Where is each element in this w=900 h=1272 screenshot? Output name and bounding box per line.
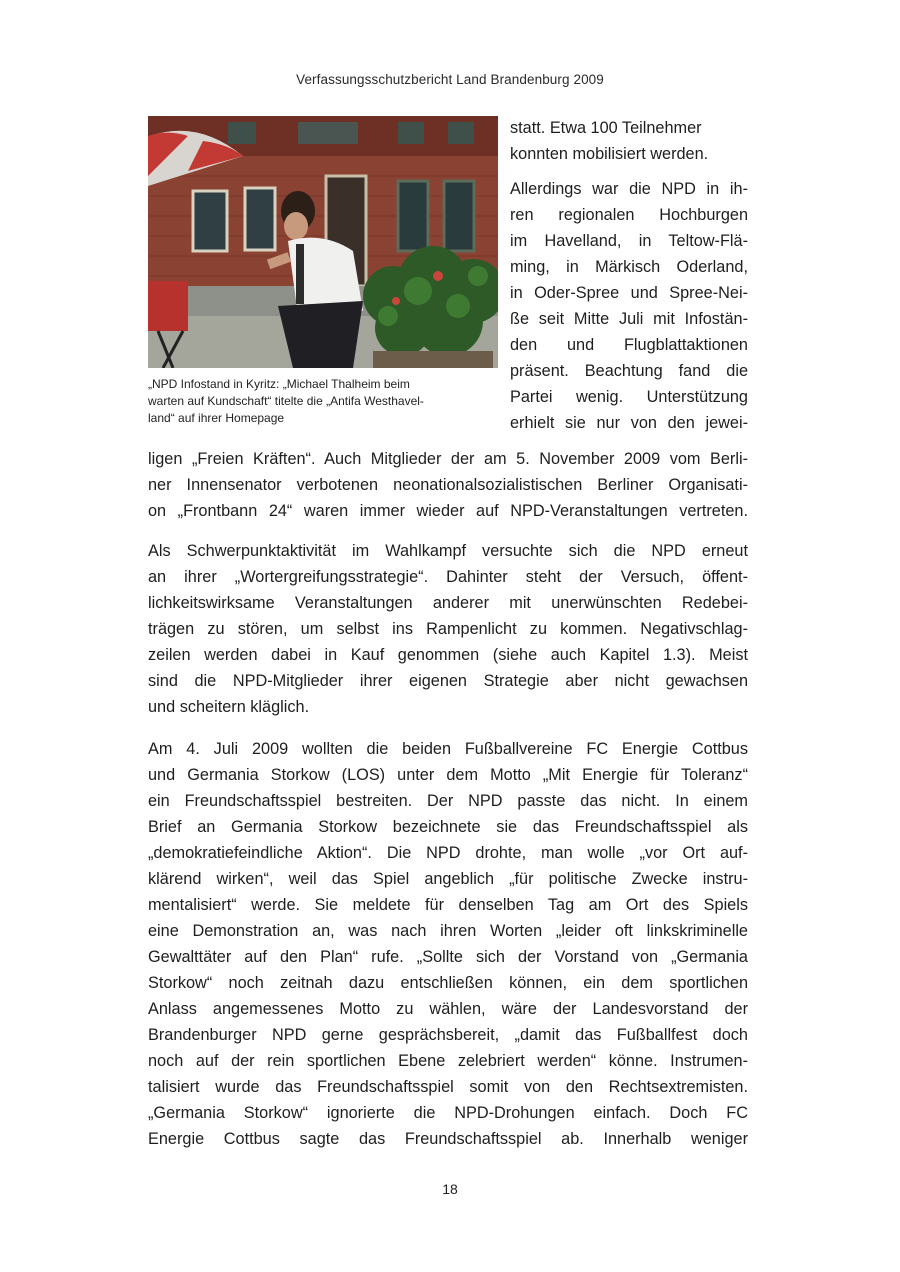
- text-line: ming, in Märkisch Oderland,: [510, 258, 748, 276]
- text-line: zeilen werden dabei in Kauf genommen (siehe auch Kapitel 1.3). Meist: [148, 646, 748, 664]
- page-number: 18: [442, 1181, 458, 1197]
- text-line: Brief an Germania Storkow bezeichnete sie das Freundschaftsspiel als: [148, 818, 748, 836]
- text-line: Am 4. Juli 2009 wollten die beiden Fußballvereine FC Energie Cottbus: [148, 740, 748, 758]
- text-line: an ihrer „Wortergreifungsstrategie“. Dahinter steht der Versuch, öffent-: [148, 568, 748, 586]
- text-line: ner Innensenator verbotenen neonationalsozialistischen Berliner Organisati-: [148, 476, 748, 494]
- text-line: mentalisiert“ werde. Sie meldete für denselben Tag am Ort des Spiels: [148, 896, 748, 914]
- text-line: ein Freundschaftsspiel bestreiten. Der NPD passte das nicht. In einem: [148, 792, 748, 810]
- text-line: präsent. Beachtung fand die: [510, 362, 748, 380]
- text-line: konnten mobilisiert werden.: [510, 145, 709, 163]
- text-line: Partei wenig. Unterstützung: [510, 388, 748, 406]
- text-line: und scheitern kläglich.: [148, 698, 310, 716]
- text-line: den und Flugblattaktionen: [510, 336, 748, 354]
- body-paragraph-1: [148, 446, 748, 524]
- text-line: klärend wirken“, weil das Spiel angeblich „für politische Zwecke instru-: [148, 870, 748, 888]
- text-line: in Oder-Spree und Spree-Nei-: [510, 284, 748, 302]
- text-line: und Germania Storkow (LOS) unter dem Motto „Mit Energie für Toleranz“: [148, 766, 748, 784]
- running-header: Verfassungsschutzbericht Land Brandenburg 2009: [296, 72, 604, 87]
- caption-line: warten auf Kundschaft“ titelte die „Antifa Westhavel-: [148, 394, 424, 408]
- caption-line: land“ auf ihrer Homepage: [148, 411, 285, 425]
- side-paragraph-2: [510, 176, 748, 436]
- text-line: ligen „Freien Kräften“. Auch Mitglieder der am 5. November 2009 vom Berli-: [148, 450, 748, 468]
- text-line: lichkeitswirksame Veranstaltungen anderer mit unerwünschten Redebei-: [148, 594, 748, 612]
- text-line: on „Frontbann 24“ waren immer wieder auf NPD-Veranstaltungen vertreten.: [148, 502, 748, 520]
- text-line: sind die NPD-Mitglieder ihrer eigenen Strategie aber nicht gewachsen: [148, 672, 748, 690]
- text-line: Als Schwerpunktaktivität im Wahlkampf versuchte sich die NPD erneut: [148, 542, 748, 560]
- text-line: ren regionalen Hochburgen: [510, 206, 748, 224]
- caption-line: „NPD Infostand in Kyritz: „Michael Thalheim beim: [148, 377, 410, 391]
- text-line: Allerdings war die NPD in ih-: [510, 180, 748, 198]
- body-paragraph-2: [148, 538, 748, 720]
- text-line: „Germania Storkow“ ignorierte die NPD-Drohungen einfach. Doch FC: [148, 1104, 748, 1122]
- text-line: talisiert wurde das Freundschaftsspiel somit von den Rechtsextremisten.: [148, 1078, 748, 1096]
- text-line: Storkow“ noch zeitnah dazu entschließen können, ein dem sportlichen: [148, 974, 748, 992]
- text-line: „demokratiefeindliche Aktion“. Die NPD drohte, man wolle „vor Ort auf-: [148, 844, 748, 862]
- text-line: erhielt sie nur von den jewei-: [510, 414, 748, 432]
- text-line: eine Demonstration an, was nach ihren Worten „leider oft linkskriminelle: [148, 922, 748, 940]
- text-line: Gewalttäter auf den Plan“ rufe. „Sollte sich der Vorstand von „Germania: [148, 948, 748, 966]
- text-line: ße seit Mitte Juli mit Infostän-: [510, 310, 748, 328]
- text-line: Brandenburger NPD gerne gesprächsbereit, „damit das Fußballfest doch: [148, 1026, 748, 1044]
- side-paragraph-1: [510, 115, 748, 167]
- text-line: Energie Cottbus sagte das Freundschaftsspiel ab. Innerhalb weniger: [148, 1130, 748, 1148]
- text-line: Anlass angemessenes Motto zu wählen, wäre der Landesvorstand der: [148, 1000, 748, 1018]
- text-line: im Havelland, in Teltow-Flä-: [510, 232, 748, 250]
- photo-caption: [148, 376, 493, 427]
- text-line: trägen zu stören, um selbst ins Rampenlicht zu kommen. Negativschlag-: [148, 620, 748, 638]
- infostand-photo: [148, 116, 498, 368]
- text-line: noch auf der rein sportlichen Ebene zelebriert werden“ könne. Instrumen-: [148, 1052, 748, 1070]
- text-line: statt. Etwa 100 Teilnehmer: [510, 119, 702, 137]
- body-paragraph-3: [148, 736, 748, 1152]
